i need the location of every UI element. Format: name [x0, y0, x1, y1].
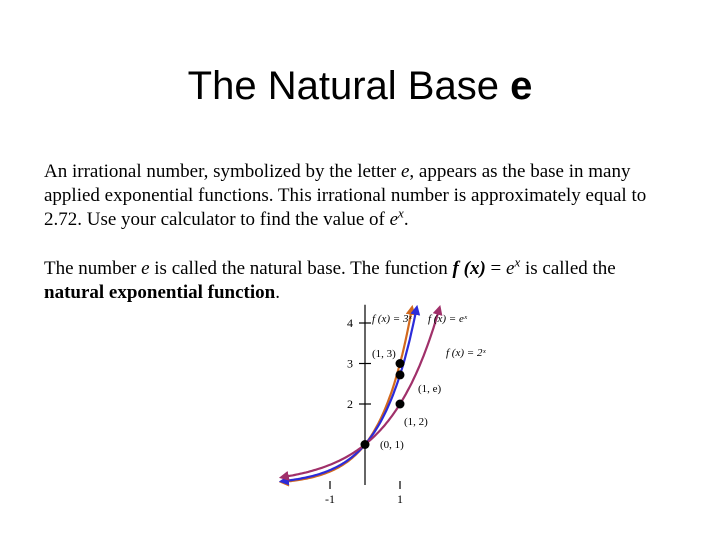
point-label-3: (1, 3)	[372, 348, 396, 360]
p1-e2: e	[389, 209, 399, 230]
y-tick-label-2: 4	[347, 316, 353, 330]
series-label-2: f (x) = 2ˣ	[446, 347, 486, 359]
p2-text-1: The number	[44, 258, 142, 279]
point-label-0: (0, 1)	[380, 439, 404, 451]
p2-text-4: is called the	[520, 258, 616, 279]
series-label-0: f (x) = 3ˣ	[372, 313, 412, 325]
p1-sup: x	[398, 205, 404, 221]
x-tick-label-1: 1	[397, 492, 403, 506]
point-1	[396, 400, 405, 409]
p1-text-2: , appears as the base in many applied exponential functions. This irrational number is approximately equal to 2.72. Use your calculator to find the value of	[44, 161, 647, 230]
point-2	[396, 370, 405, 379]
title-emph: e	[510, 64, 533, 108]
curve-2	[283, 309, 439, 477]
p2-e2: e	[506, 258, 515, 279]
p1-text-3: .	[403, 209, 409, 230]
point-0	[361, 440, 370, 449]
p1-text-1: An irrational number, symbolized by the letter	[44, 161, 401, 182]
point-label-1: (1, 2)	[404, 416, 428, 428]
y-tick-label-1: 3	[347, 356, 353, 371]
title-text: The Natural Base	[187, 64, 511, 108]
point-3	[396, 359, 405, 368]
series-label-1: f (x) = eˣ	[428, 313, 467, 325]
p2-fx: f (x)	[452, 258, 486, 279]
p2-bold: natural exponential function	[44, 282, 276, 303]
p2-text-3: =	[485, 258, 506, 279]
x-tick-label-0: -1	[325, 492, 335, 506]
p2-sup: x	[514, 254, 521, 270]
p2-text-5: .	[275, 282, 280, 303]
y-tick-label-0: 2	[347, 397, 353, 411]
p2-e: e	[141, 258, 150, 279]
p1-e: e	[400, 161, 410, 182]
p2-text-2: is called the natural base. The function	[149, 258, 453, 279]
point-label-2: (1, e)	[418, 383, 442, 395]
